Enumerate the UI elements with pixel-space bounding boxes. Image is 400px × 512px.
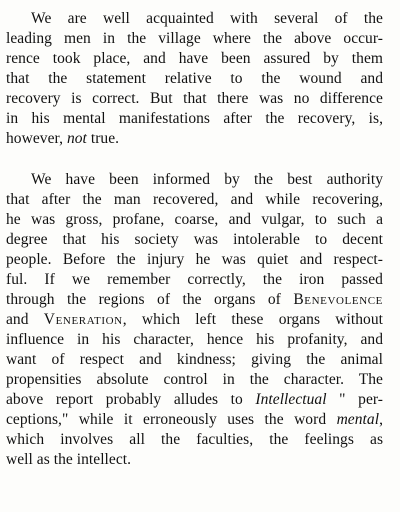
text-line: ful. If we remember correctly, the iron passed xyxy=(6,271,383,288)
text-line: want of respect and kindness; giving the animal xyxy=(6,351,383,368)
text-line: which involves all the faculties, the feelings as xyxy=(6,431,384,448)
text-line: however, not true. xyxy=(6,130,120,147)
text-line: leading men in the village where the above occur- xyxy=(6,30,383,47)
text-line: rence took place, and have been assured by them xyxy=(6,50,383,67)
text-line: influence in his character, hence his profanity, and xyxy=(6,331,383,348)
text-line: ceptions," while it erroneously uses the word mental, xyxy=(6,411,383,428)
text-line: We are well acquainted with several of the xyxy=(31,10,383,27)
text-line: degree that his society was intolerable to decent xyxy=(6,231,383,248)
text-line: people. Before the injury he was quiet and respect- xyxy=(6,251,383,268)
text-line: propensities absolute control in the character. The xyxy=(6,371,383,388)
emphasis-word: mental xyxy=(336,411,380,428)
emphasis-word: Veneration xyxy=(43,311,123,328)
text-line: that the statement relative to the wound and xyxy=(6,70,384,87)
text-line: We have been informed by the best authority xyxy=(31,171,383,188)
text-line: in his mental manifestations after the recovery, is, xyxy=(6,110,384,127)
text-line: above report probably alludes to Intellectual " per- xyxy=(6,391,383,408)
emphasis-word: Intellectual xyxy=(255,391,327,408)
text-line: well as the intellect. xyxy=(6,451,132,468)
text-line: through the regions of the organs of Benevolence xyxy=(6,291,383,308)
emphasis-word: Benevolence xyxy=(293,291,383,308)
text-line: and Veneration, which left these organs without xyxy=(6,311,383,328)
emphasis-word: not xyxy=(66,130,87,147)
text-line: that after the man recovered, and while recovering, xyxy=(6,191,384,208)
text-line: recovery is correct. But that there was no difference xyxy=(6,90,383,107)
text-line: he was gross, profane, coarse, and vulgar, to such a xyxy=(6,211,384,228)
